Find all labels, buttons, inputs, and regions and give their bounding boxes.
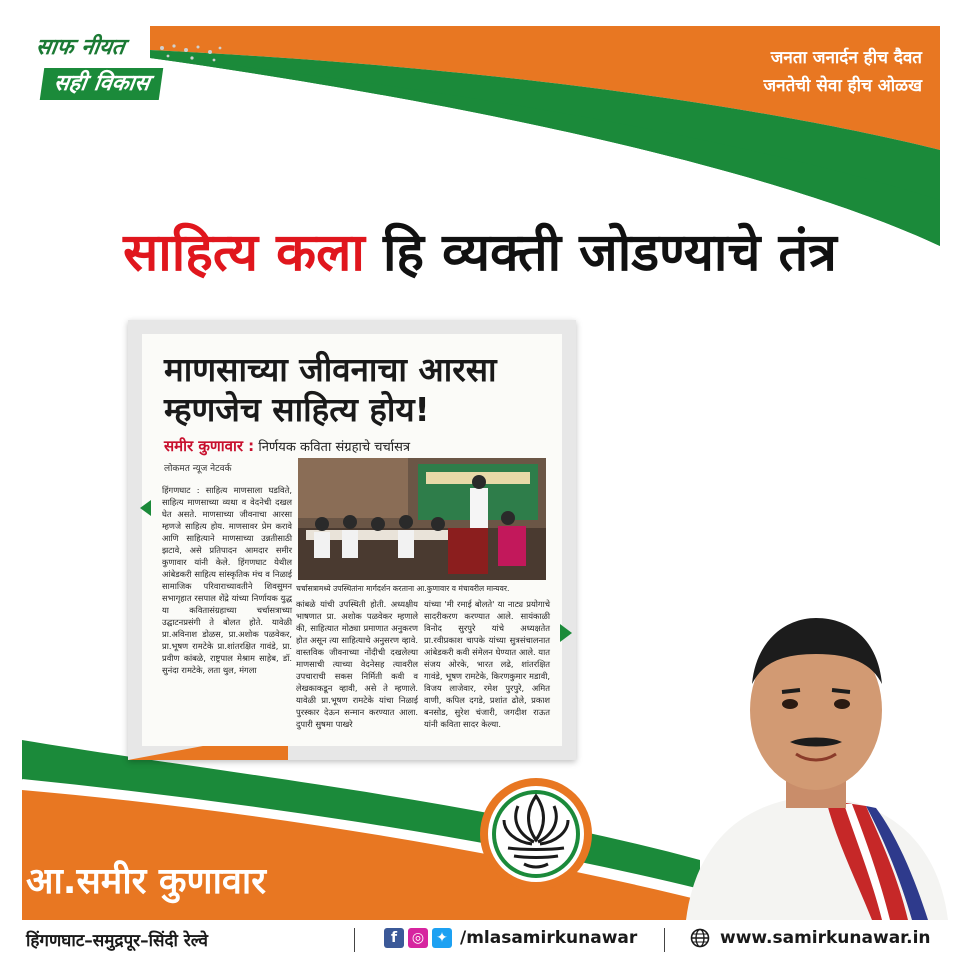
globe-icon	[690, 928, 710, 948]
clipping-title	[164, 350, 554, 430]
tagline-line-2: जनतेची सेवा हीच ओळख	[763, 76, 922, 96]
leader-portrait	[676, 600, 956, 920]
arrow-right-icon	[560, 624, 572, 642]
lotus-logo-icon	[478, 776, 594, 892]
slogan-badge	[22, 28, 192, 102]
tagline-line-1: जनता जनार्दन हीच दैवत	[770, 48, 922, 68]
clipping-title-line-2: म्हणजेच साहित्य होय!	[164, 390, 430, 429]
twitter-icon[interactable]: ✦	[432, 928, 452, 948]
footer-divider	[354, 928, 355, 952]
headline-red-part: साहित्य कला	[123, 223, 365, 283]
slogan-line-1: साफ नीयत	[26, 32, 141, 64]
clipping-subtitle-rest: निर्णयक कविता संग्रहाचे चर्चासत्र	[258, 440, 411, 455]
clipping-subtitle	[164, 436, 554, 458]
clipping-title-line-1: माणसाच्या जीवनाचा आरसा	[164, 350, 497, 389]
instagram-icon[interactable]: ◎	[408, 928, 428, 948]
clipping-column-2: कांबळे यांची उपस्थिती होती. अध्यक्षीय भाषणात प्रा. अशोक पळवेकर म्हणाले की, साहित्यात मोठ्या प्रमाणात अनुकरण होत असून त्या साहित्याचे अनुसरण व्हावे. वास्तविक जीवनाच्या नोंदीची दखलेल्या माणसाची त्याच्या वेदनेसह त्यावरील उपचाराची सकस निर्मिती कवी व लेखकाकडून व्हावी, असे ते म्हणाले. यावेळी प्रा.भूषण रामटेके यांचा निळाई पुरस्कार देऊन सन्मान करण्यात आला. दुपारी सुषमा पाखरे	[296, 599, 418, 729]
clipping-network: लोकमत न्यूज नेटवर्क	[164, 464, 232, 474]
slogan-line-2: सही विकास	[40, 68, 164, 100]
footer-social	[384, 928, 637, 948]
event-photo-illustration	[298, 458, 546, 580]
footer	[0, 920, 960, 960]
headline	[0, 222, 960, 284]
newspaper-clipping	[142, 334, 562, 746]
headline-black-part: हि व्यक्ती जोडण्याचे तंत्र	[382, 223, 837, 283]
newspaper-clipping-frame	[128, 320, 576, 760]
footer-constituency: हिंगणघाट–समुद्रपूर–सिंदी रेल्वे	[26, 931, 208, 951]
website-link[interactable]: www.samirkunawar.in	[720, 928, 931, 948]
event-photo	[298, 458, 546, 580]
facebook-icon[interactable]: f	[384, 928, 404, 948]
clipping-subtitle-name: समीर कुणावार :	[164, 437, 255, 455]
leader-name: आ.समीर कुणावार	[26, 861, 266, 902]
footer-website	[690, 928, 931, 948]
photo-caption: चर्चासत्रामध्ये उपस्थितांना मार्गदर्शन करताना आ.कुणावार व मंचावरील मान्यवर.	[296, 584, 510, 593]
clipping-column-1: हिंगणघाट : साहित्य माणसाला घडविते, साहित्य माणसाच्या व्यथा व वेदनेची दखल घेत असते. माणसाच्या जीवनाचा आरसा म्हणजे साहित्य होय. माणसावर प्रेम करावे आणि साहित्याने माणसाच्या उन्नतीसाठी झटावे, असे प्रतिपादन आमदार समीर कुणावार यांनी केले. हिंगणघाट येथील आंबेडकरी साहित्य सांस्कृतिक मंच व निळाई सामाजिक परिवाराच्यावतीने शिवसुमन सभागृहात रसपाल शेंद्रे यांच्या निर्णायक युद्ध या कवितासंग्रहाच्या चर्चासत्राच्या उद्घाटनप्रसंगी ते बोलत होते. यावेळी प्रा.अविनाश डोळस, प्रा.अशोक पळवेकर, प्रा.भूषण रामटेके प्रा.शांतरक्षित गावंडे, प्रा. प्रवीण कांबळे, राष्ट्रपाल मेश्राम साहेब, डॉ. सुनंदा रामटेके, लता थुल, मंगला	[162, 485, 292, 675]
arrow-left-icon	[140, 500, 151, 516]
social-handle[interactable]: /mlasamirkunawar	[460, 928, 638, 948]
footer-divider	[664, 928, 665, 952]
clipping-column-3: यांच्या 'मी रमाई बोलते' या नाट्य प्रयोगाचे सादरीकरण करण्यात आले. सायंकाळी विनोद सुरपुरे यांचे अध्यक्षतेत प्रा.रवीप्रकाश चापके यांच्या सुत्रसंचालनात आंबेडकरी कवी संमेलन घेण्यात आले. यात संजय ओरके, भारत लढे, शांतरक्षित गावंडे, भूषण रामटेके, किरणकुमार मडावी, विजय लाजेवार, रमेश पुरपुरे, अमित वाणी, कपिल दगडे, प्रशांत ढोले, प्रकाश बनसोड, सुरेश चंजारी, जगदीश राऊत यांनी कविता सादर केल्या.	[424, 599, 550, 729]
tagline	[764, 44, 922, 100]
